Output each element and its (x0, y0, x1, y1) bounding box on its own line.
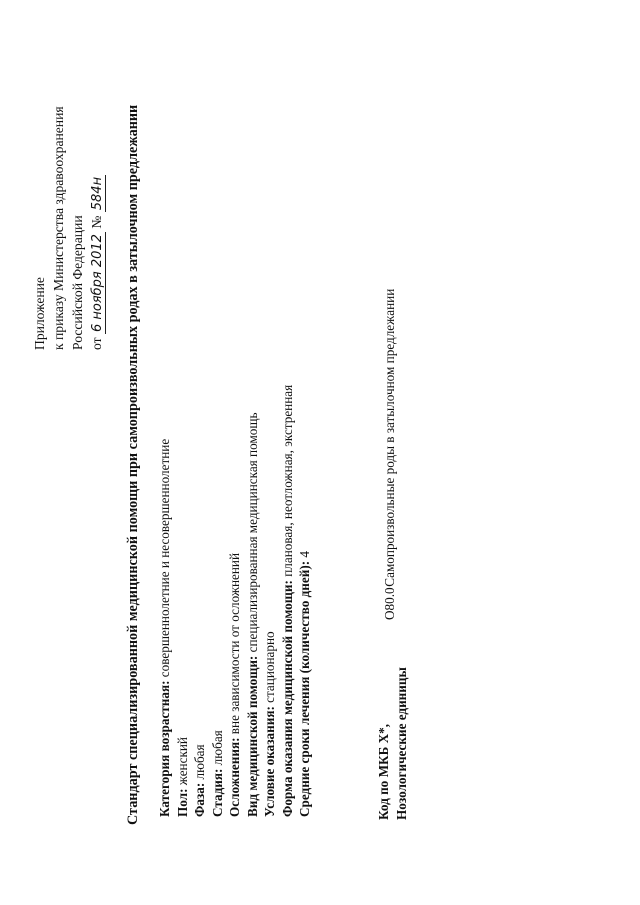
param-label: Фаза: (192, 782, 207, 817)
param-row (244, 385, 262, 817)
icd-description: Самопроизвольные роды в затылочном предлежании (382, 288, 397, 587)
icd-header-line-1: Код по МКБ X*, (376, 723, 391, 820)
param-value: специализированная медицинская помощь (244, 412, 260, 656)
param-value: любая (192, 744, 207, 783)
param-value: совершеннолетние и несовершеннолетние (157, 438, 172, 681)
page-title: Стандарт специализированной медицинской помощи при самопроизвольных родах в затылочном предлежании (125, 104, 141, 825)
param-row (261, 385, 279, 817)
icd-code-header (375, 667, 410, 820)
param-row (279, 385, 297, 817)
param-row (174, 385, 192, 817)
param-row (226, 385, 244, 817)
param-label: Стадия: (209, 768, 225, 817)
param-label: Категория возрастная: (157, 680, 172, 817)
param-label: Условие оказания: (262, 706, 277, 817)
param-value: плановая, неотложная, экстренная (279, 384, 295, 581)
annex-date-line (87, 106, 107, 350)
param-label: Средние сроки лечения (количество дней): (297, 560, 312, 817)
icd-header-line-2: Нозологические единицы (393, 667, 409, 820)
standard-parameters (156, 385, 314, 817)
param-value: любая (209, 730, 225, 769)
param-row (209, 385, 227, 817)
param-label: Форма оказания медицинской помощи: (279, 580, 295, 817)
param-label: Осложнения: (227, 737, 242, 817)
annex-line-1: Приложение (32, 277, 47, 350)
param-value: стационарно (262, 631, 277, 707)
param-value: 4 (297, 550, 312, 561)
param-row (296, 385, 314, 817)
number-prefix: № (89, 215, 104, 229)
annex-line-3: Российской Федерации (70, 215, 85, 350)
param-value: вне зависимости от осложнений (227, 552, 242, 738)
param-value: женский (174, 737, 190, 789)
annex-line-2: к приказу Министерства здравоохранения (51, 106, 66, 350)
param-label: Пол: (174, 788, 190, 817)
annex-header (30, 106, 107, 350)
date-handwritten: 6 ноября 2012 (90, 234, 105, 333)
icd-code-row (382, 289, 398, 620)
param-row (156, 385, 174, 817)
param-row (191, 385, 209, 817)
date-prefix: от (89, 337, 104, 350)
number-handwritten: 584н (90, 176, 105, 211)
param-label: Вид медицинской помощи: (244, 655, 260, 817)
icd-code: O80.0 (382, 587, 397, 620)
